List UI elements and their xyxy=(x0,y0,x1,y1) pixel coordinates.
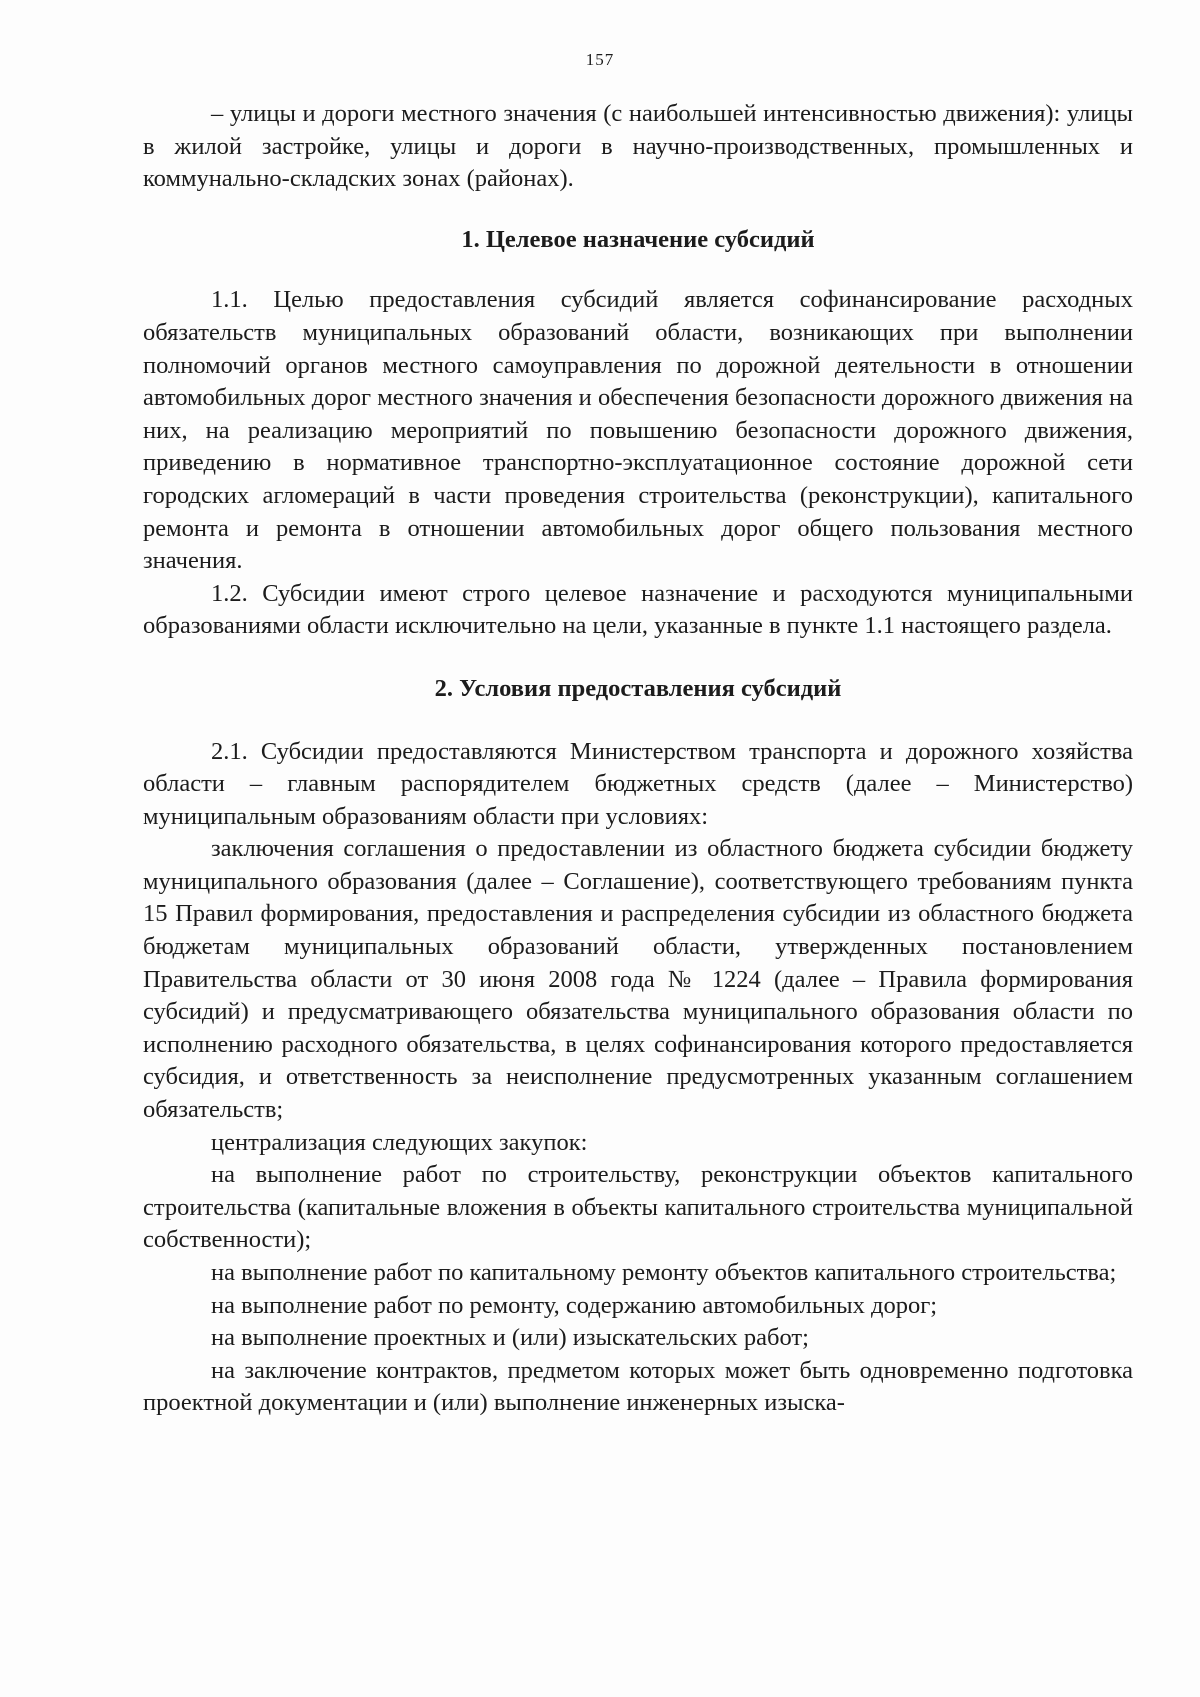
paragraph-centralization: централизация следующих закупок: xyxy=(211,1128,588,1156)
paragraph-design-works: на выполнение проектных и (или) изыскательских работ; xyxy=(211,1324,809,1352)
paragraph-capital-repair: на выполнение работ по капитальному ремонту объектов капитального строительства; xyxy=(211,1259,1117,1286)
spacer xyxy=(143,256,1133,284)
paragraph-2-1: 2.1. Субсидии предоставляются Министерством транспорта и дорожного хозяйства области – главным распорядителем бюджетных средств (далее – Министерство) муниципальным образованиям области при условиях: xyxy=(143,737,1133,830)
spacer xyxy=(143,706,1133,736)
paragraph-1-2: 1.2. Субсидии имеют строго целевое назначение и расходуются муниципальными образованиями области исключительно на цели, указанные в пункте 1.1 настоящего раздела. xyxy=(143,579,1133,640)
intro-paragraph: – улицы и дороги местного значения (с наибольшей интенсивностью движения): улицы в жилой застройке, улицы и дороги в научно-производственных, промышленных и коммунально-складских зонах (районах). xyxy=(143,100,1133,193)
spacer xyxy=(143,196,1133,224)
section-1-heading: 1. Целевое назначение субсидий xyxy=(461,225,815,253)
paragraph-agreement-condition: заключения соглашения о предоставлении из областного бюджета субсидии бюджету муниципального образования (далее – Соглашение), соответствующего требованиям пункта 15 Правил формирования, предоставления и распределения субсидии из областного бюджета бюджетам муниципальных образований области, утвержденных постановлением Правительства области от 30 июня 2008 года № 1224 (далее – Правила формирования субсидий) и предусматривающего обязательства муниципального образования области по исполнению расходного обязательства, в целях софинансирования которого предоставляется субсидия, и ответственность за неисполнение предусмотренных указанным соглашением обязательств; xyxy=(143,835,1133,1124)
document-body xyxy=(143,98,1133,1420)
paragraph-road-repair: на выполнение работ по ремонту, содержанию автомобильных дорог; xyxy=(211,1291,938,1319)
paragraph-contracts: на заключение контрактов, предметом которых может быть одновременно подготовка проектной документации и (или) выполнение инженерных изыска- xyxy=(143,1356,1133,1417)
section-2-heading: 2. Условия предоставления субсидий xyxy=(434,674,842,702)
page-number: 157 xyxy=(585,50,615,69)
paragraph-construction-works: на выполнение работ по строительству, реконструкции объектов капитального строительства (капитальные вложения в объекты капитального строительства муниципальной собственности); xyxy=(143,1161,1133,1254)
spacer xyxy=(143,643,1133,673)
paragraph-1-1: 1.1. Целью предоставления субсидий является софинансирование расходных обязательств муниципальных образований области, возникающих при выполнении полномочий органов местного самоуправления по дорожной деятельности в отношении автомобильных дорог местного значения и обеспечения безопасности дорожного движения на них, на реализацию мероприятий по повышению безопасности дорожного движения, приведению в нормативное транспортно-эксплуатационное состояние дорожной сети городских агломераций в части проведения строительства (реконструкции), капитального ремонта и ремонта в отношении автомобильных дорог общего пользования местного значения. xyxy=(143,286,1133,575)
